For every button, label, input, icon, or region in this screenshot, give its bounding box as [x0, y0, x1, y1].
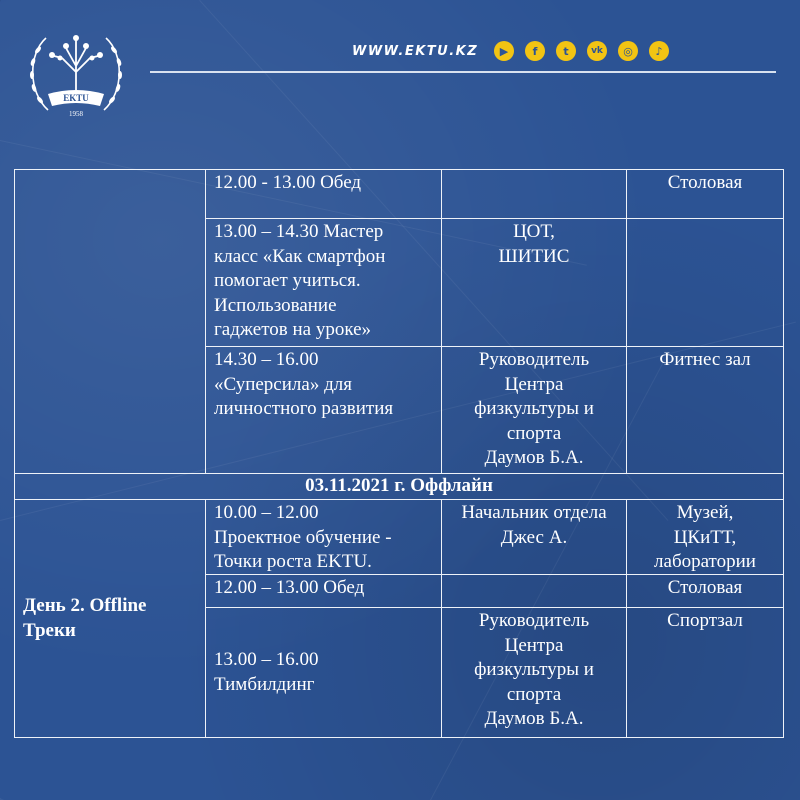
youtube-icon[interactable]: ▶	[494, 41, 514, 61]
table-row-place: Спортзал	[626, 607, 784, 738]
tiktok-icon[interactable]: ♪	[649, 41, 669, 61]
table-row-time: 12.00 - 13.00 Обед	[205, 169, 442, 219]
social-links	[494, 41, 669, 61]
table-row-responsible: ЦОТ, ШИТИС	[441, 218, 627, 347]
table-row-time: 10.00 – 12.00 Проектное обучение - Точки роста EKTU.	[205, 499, 442, 575]
table-row-place: Столовая	[626, 169, 784, 219]
date-row: 03.11.2021 г. Оффлайн	[14, 473, 784, 500]
table-row-responsible: Руководитель Центра физкультуры и спорта Даумов Б.А.	[441, 346, 627, 474]
table-row-place: Столовая	[626, 574, 784, 608]
table-row-responsible	[441, 169, 627, 219]
site-url-link[interactable]: WWW.EKTU.KZ	[352, 44, 479, 59]
day2-label-cell: День 2. Offline Треки	[14, 499, 206, 738]
table-row-responsible	[441, 574, 627, 608]
table-row-time: 14.30 – 16.00 «Суперсила» для личностного развития	[205, 346, 442, 474]
twitter-icon[interactable]: t	[556, 41, 576, 61]
logo-text: EKTU	[63, 93, 89, 103]
table-row-place: Музей, ЦКиТТ, лаборатории	[626, 499, 784, 575]
table-row-responsible: Руководитель Центра физкультуры и спорта Даумов Б.А.	[441, 607, 627, 738]
facebook-icon[interactable]: f	[525, 41, 545, 61]
logo-year: 1958	[69, 110, 83, 118]
table-row-place: Фитнес зал	[626, 346, 784, 474]
table-row-time: 12.00 – 13.00 Обед	[205, 574, 442, 608]
table-row-time: 13.00 – 16.00 Тимбилдинг	[205, 607, 442, 738]
ektu-logo	[22, 20, 130, 128]
table-row-responsible: Начальник отдела Джес А.	[441, 499, 627, 575]
table-row-place	[626, 218, 784, 347]
header-divider	[150, 71, 776, 73]
vk-icon[interactable]: vk	[587, 41, 607, 61]
table-row-time: 13.00 – 14.30 Мастер класс «Как смартфон помогает учиться. Использование гаджетов на уроке»	[205, 218, 442, 347]
day1-label-cell	[14, 169, 206, 474]
instagram-icon[interactable]: ◎	[618, 41, 638, 61]
